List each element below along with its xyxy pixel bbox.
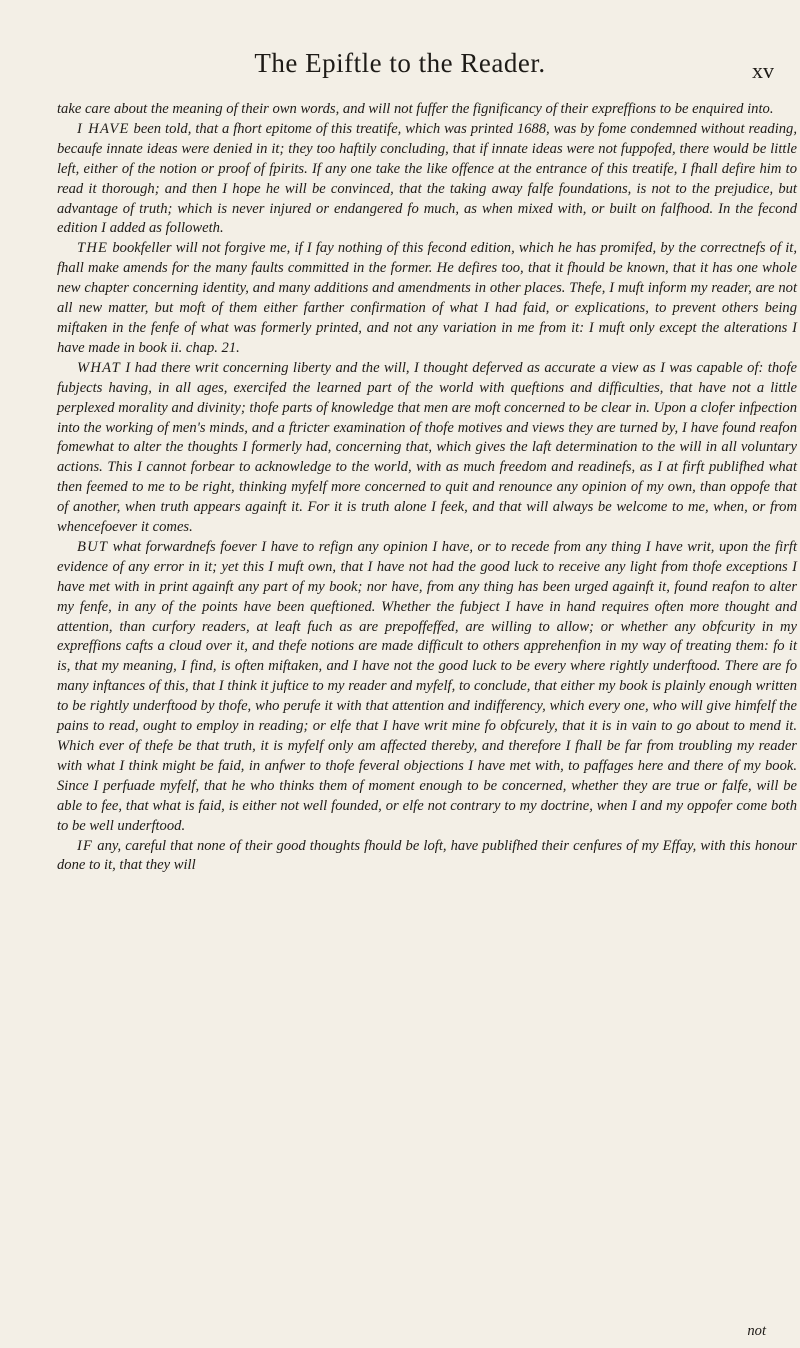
paragraph-text: I had there writ concerning liberty and the will, I thought deferved as accurate a view as I was capable of: thofe fubjects having, in all ages, exercifed the learned part of the world with queftions and difficulties, that have not a little perplexed morality and divinity; thofe parts of knowledge that men are moft concerned to be clear in. Upon a clofer infpection into the working of men's minds, and a ftricter examination of thofe motives and views they are turned by, I have found reafon fomewhat to alter the thoughts I formerly had, concerning that, which gives the laft determination to the will in all voluntary actions. This I cannot forbear to acknowledge to the world, with as much freedom and readinefs, as I at firft publifhed what then feemed to me to be right, thinking myfelf more concerned to quit and renounce any opinion of my own, than oppofe that of another, when truth appears againft it. For it is truth alone I feek, and that will always be welcome to me, when, or from whencefoever it comes. bbox=[57, 359, 797, 536]
paragraph-lead: IF bbox=[77, 837, 94, 854]
paragraph-lead: THE bbox=[77, 240, 109, 257]
paragraph-text: what forwardnefs foever I have to refign any opinion I have, or to recede from any thing I have writ, upon the firft evidence of any error in it; yet this I muft own, that I have not had the good luck to receive any light from thofe exceptions I have met with in print againft any part of my book; nor have, from any thing has been urged againft it, found reafon to alter my fenfe, in any of the points have been queftioned. Whether the fubject I have in hand requires often more thought and attention, than curfory readers, at leaft fuch as are prepoffeffed, are willing to allow; or whether any obfcurity in my expreffions cafts a cloud over it, and thefe notions are made difficult to others apprehenfion in my way of treating them: fo it is, that my meaning, I find, is often miftaken, and I have not the good luck to be every where rightly underftood. There are fo many inftances of this, that I think it juftice to my reader and myfelf, to conclude, that either my book is plainly enough written to be rightly underftood by thofe, who perufe it with that attention and indifferency, which every one, who will give himfelf the pains to read, ought to employ in reading; or elfe that I have writ mine fo obfcurely, that it is in vain to go about to mend it. Which ever of thefe be that truth, it is myfelf only am affected thereby, and therefore I fhall be far from troubling my reader with what I think might be faid, in anfwer to thofe feveral objections I have met with, to paffages here and there of my book. Since I perfuade myfelf, that he who thinks them of moment enough to be concerned, whether they are true or falfe, will be able to fee, that what is faid, is either not well founded, or elfe not contrary to my doctrine, when I and my oppofer come both to be well underftood. bbox=[57, 538, 797, 834]
paragraph-text: been told, that a fhort epitome of this treatife, which was printed 1688, was by fome condemned without reading, becaufe innate ideas were denied in it; they too haftily concluding, that if innate ideas were not fuppofed, there would be little left, either of the notion or proof of fpirits. If any one take the like offence at the entrance of this treatife, I fhall defire him to read it thorough; and then I hope he will be convinced, that the taking away falfe foundations, is not to the prejudice, but advantage of truth; which is never injured or endangered fo much, as when mixed with, or built on falfhood. In the fecond edition I added as followeth. bbox=[57, 120, 797, 237]
paragraph-lead: WHAT bbox=[77, 359, 121, 376]
paragraph-bookseller bbox=[57, 239, 797, 358]
paragraph-text: take care about the meaning of their own words, and will not fuffer the fignificancy of their expreffions to be enquired into. bbox=[57, 101, 774, 117]
body-text bbox=[57, 100, 797, 876]
paragraph-censures bbox=[57, 837, 797, 877]
paragraph-forwardness bbox=[57, 538, 797, 837]
running-head-title: The Epiftle to the Reader. bbox=[254, 48, 546, 78]
paragraph-lead: BUT bbox=[77, 538, 109, 555]
paragraph-continued bbox=[57, 100, 797, 120]
running-head bbox=[0, 48, 800, 88]
paragraph-liberty bbox=[57, 359, 797, 538]
paragraph-text: bookfeller will not forgive me, if I fay nothing of this fecond edition, which he has promifed, by the correctnefs of it, fhall make amends for the many faults committed in the former. He defires too, that it fhould be known, that it has one whole new chapter concerning identity, and many additions and amendments in other places. Thefe, I muft inform my reader, are not all new matter, but moft of them either farther confirmation of what I had faid, or explications, to prevent others being miftaken in the fenfe of what was formerly printed, and not any variation in me from it: I muft only except the alterations I have made in book ii. chap. 21. bbox=[57, 240, 797, 356]
paragraph-text: any, careful that none of their good thoughts fhould be loft, have publifhed their cenfures of my Effay, with this honour done to it, that they will bbox=[57, 837, 797, 874]
paragraph-lead: I HAVE bbox=[77, 120, 130, 137]
paragraph-epitome bbox=[57, 120, 797, 239]
page-number: xv bbox=[752, 58, 774, 83]
catchword: not bbox=[747, 1323, 766, 1339]
